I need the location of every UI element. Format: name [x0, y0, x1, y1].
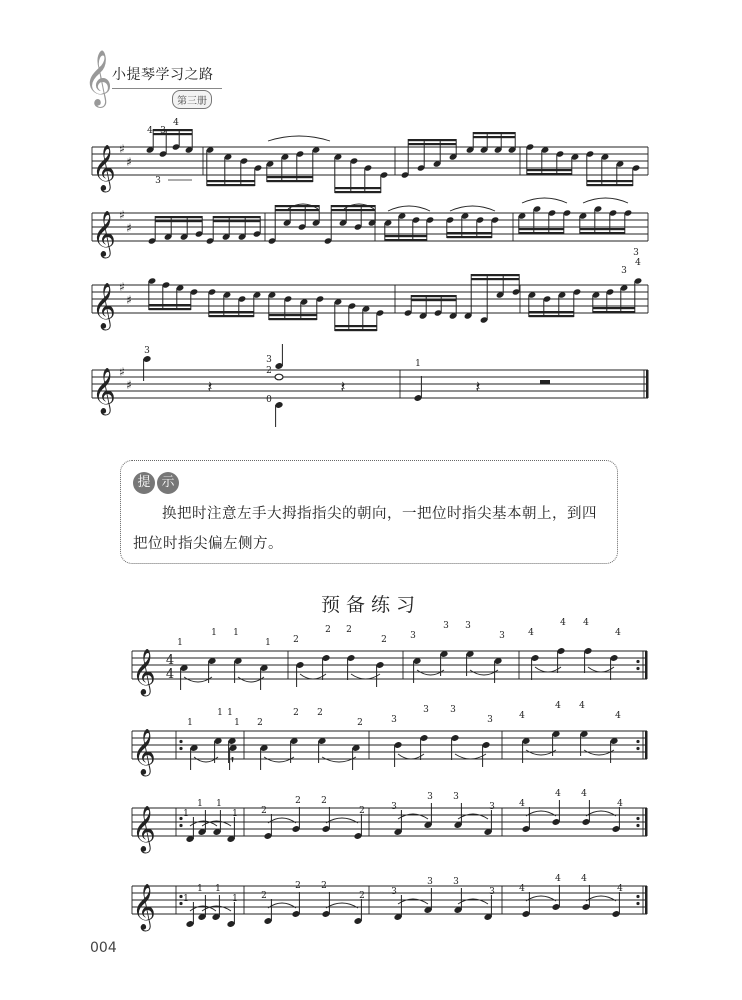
fingering-number: 1	[197, 884, 203, 894]
fingering-number: 4	[555, 701, 561, 711]
treble-clef-icon: 𝄞	[92, 145, 116, 191]
beam	[209, 311, 254, 313]
fingering-number: 4	[581, 874, 587, 884]
fingering-number: 2	[293, 708, 299, 718]
slur	[322, 757, 356, 762]
beam	[519, 228, 564, 230]
beam	[207, 184, 255, 186]
beam	[580, 228, 625, 230]
fingering-number: 1	[211, 628, 217, 638]
beam	[153, 129, 192, 131]
sharp-c-icon: ♯	[126, 293, 132, 307]
fingering-number: 4	[173, 118, 179, 128]
beam	[153, 133, 192, 135]
fingering-number: 3	[427, 877, 433, 887]
beam	[529, 311, 574, 313]
section-title: 预备练习	[320, 594, 421, 616]
fingering-number: 4	[519, 884, 525, 894]
beam	[207, 180, 255, 182]
fingering-number: 4	[555, 874, 561, 884]
beam	[335, 325, 377, 327]
treble-clef-icon: 𝄞	[92, 368, 116, 414]
final-barline	[645, 731, 648, 759]
slur	[417, 670, 444, 675]
repeat-dot	[636, 902, 639, 905]
quarter-rest-icon: 𝄽	[475, 377, 481, 396]
beam	[447, 236, 492, 238]
fingering-number: 2	[325, 625, 331, 635]
fingering-number: 4	[579, 701, 585, 711]
fingering-number: 3	[489, 887, 495, 897]
prep-staff-4	[132, 886, 648, 914]
slur	[264, 757, 294, 762]
fingering-number: 4	[555, 789, 561, 799]
sharp-f-icon: ♯	[119, 208, 125, 222]
fingering-number: 4	[528, 628, 534, 638]
beam	[527, 173, 572, 175]
repeat-dot	[636, 740, 639, 743]
beam	[335, 187, 381, 189]
fingering-number: 3	[160, 126, 166, 136]
half-rest-icon	[540, 380, 550, 384]
sharp-f-icon: ♯	[119, 142, 125, 156]
treble-clef-icon: 𝄞	[132, 649, 156, 695]
treble-clef-icon: 𝄞	[132, 806, 156, 852]
slur	[584, 750, 614, 755]
slur	[583, 198, 628, 203]
beam	[580, 232, 625, 234]
fingering-number: 3	[391, 887, 397, 897]
fingering-number: 1	[216, 799, 222, 809]
fingering-number: 1	[215, 884, 221, 894]
fingering-number: 2	[321, 796, 327, 806]
final-barline	[646, 370, 649, 398]
fingering-number: 3	[453, 792, 459, 802]
beam	[213, 220, 260, 222]
tip-badge-char-2: 示	[157, 472, 179, 494]
repeat-dot	[636, 824, 639, 827]
time-signature-bottom: 4	[165, 667, 175, 682]
fingering-number: 4	[519, 799, 525, 809]
beam	[408, 143, 456, 145]
page-number: 004	[90, 940, 117, 956]
fingering-number: 3	[453, 877, 459, 887]
fingering-number: 3	[443, 621, 449, 631]
slur	[470, 670, 498, 675]
fingering-number: 2	[357, 718, 363, 728]
repeat-dot	[636, 660, 639, 663]
beam	[213, 216, 260, 218]
fingering-number: 1	[227, 708, 233, 718]
beam	[593, 307, 635, 309]
triplet-number: 3	[155, 176, 161, 186]
fingering-number: 1	[234, 718, 240, 728]
treble-clef-icon: 𝄞	[92, 211, 116, 257]
fingering-number: 4	[560, 618, 566, 628]
quarter-rest-icon: 𝄽	[207, 377, 213, 396]
sharp-f-icon: ♯	[119, 365, 125, 379]
fingering-number: 1	[217, 708, 223, 718]
fingering-number: 1	[232, 894, 238, 904]
fingering-number: 1	[183, 809, 189, 819]
fingering-number: 2	[346, 625, 352, 635]
fingering-number: 3	[633, 248, 639, 258]
repeat-dot	[179, 902, 182, 905]
fingering-number: 2	[266, 366, 272, 376]
fingering-number: 4	[617, 799, 623, 809]
fingering-number: 2	[257, 718, 263, 728]
beam	[473, 136, 515, 138]
final-barline	[645, 651, 648, 679]
fingering-number: 2	[261, 806, 267, 816]
beam	[331, 209, 375, 211]
beam	[447, 232, 492, 234]
fingering-number: 2	[293, 635, 299, 645]
fingering-number: 3	[465, 621, 471, 631]
beam	[149, 304, 191, 306]
fingering-number: 2	[359, 806, 365, 816]
fingering-number: 4	[635, 258, 641, 268]
quarter-rest-icon: 𝄽	[340, 377, 346, 396]
tip-badge-char-1: 提	[133, 472, 155, 494]
etude-staff-4	[92, 370, 649, 398]
fingering-number: 3	[499, 631, 505, 641]
slur	[351, 674, 380, 679]
fingering-number: 4	[147, 126, 153, 136]
repeat-dot	[636, 667, 639, 670]
repeat-dot	[179, 817, 182, 820]
fingering-number: 1	[233, 628, 239, 638]
repeat-dot	[636, 895, 639, 898]
fingering-number: 3	[487, 715, 493, 725]
slur	[232, 757, 233, 762]
beam	[471, 274, 519, 276]
beam	[335, 191, 381, 193]
final-barline	[645, 808, 648, 836]
repeat-dot	[179, 740, 182, 743]
beam	[471, 278, 519, 280]
fingering-number: 3	[450, 705, 456, 715]
sharp-c-icon: ♯	[126, 155, 132, 169]
beam	[593, 311, 635, 313]
beam	[385, 235, 427, 237]
fingering-number: 3	[391, 715, 397, 725]
repeat-dot	[636, 817, 639, 820]
prep-staff-2	[132, 731, 648, 759]
fingering-number: 2	[295, 796, 301, 806]
treble-clef-logo-icon: 𝄞	[84, 50, 113, 106]
beam	[385, 239, 427, 241]
tip-text: 换把时注意左手大拇指指尖的朝向，一把位时指尖基本朝上，到四把位时指尖偏左侧方。	[133, 506, 597, 552]
fingering-number: 1	[232, 809, 238, 819]
beam	[411, 295, 456, 297]
treble-clef-icon: 𝄞	[92, 283, 116, 329]
slur	[526, 750, 556, 755]
fingering-number: 2	[381, 635, 387, 645]
beam	[587, 184, 633, 186]
repeat-dot	[179, 747, 182, 750]
fingering-number: 3	[410, 631, 416, 641]
beam	[411, 299, 456, 301]
beam	[269, 314, 317, 316]
fingering-number: 2	[359, 891, 365, 901]
fingering-number: 2	[321, 881, 327, 891]
fingering-number: 2	[317, 708, 323, 718]
fingering-number: 4	[581, 789, 587, 799]
sharp-c-icon: ♯	[126, 221, 132, 235]
time-signature-top: 4	[165, 653, 175, 668]
final-barline	[645, 886, 648, 914]
fingering-number: 2	[261, 891, 267, 901]
beam	[149, 308, 191, 310]
fingering-number: 4	[615, 711, 621, 721]
fingering-number: 3	[423, 705, 429, 715]
prep-staff-1	[132, 651, 648, 679]
fingering-number: 2	[295, 881, 301, 891]
beam	[408, 139, 456, 141]
sharp-c-icon: ♯	[126, 378, 132, 392]
book-title: 小提琴学习之路	[112, 67, 214, 83]
beam	[155, 220, 202, 222]
fingering-number: 1	[415, 359, 421, 369]
beam	[155, 216, 202, 218]
beam	[275, 209, 319, 211]
fingering-number: 1	[187, 718, 193, 728]
tip-box	[120, 460, 618, 564]
slur	[268, 136, 330, 141]
fingering-number: 3	[489, 802, 495, 812]
repeat-dot	[636, 747, 639, 750]
fingering-number: 1	[197, 799, 203, 809]
beam	[209, 315, 254, 317]
beam	[335, 329, 377, 331]
beam	[519, 232, 564, 234]
slur	[455, 754, 486, 759]
beam	[473, 132, 515, 134]
beam	[269, 318, 317, 320]
repeat-dot	[179, 824, 182, 827]
fingering-number: 4	[615, 628, 621, 638]
beam	[267, 176, 313, 178]
harmonic-note-head	[275, 374, 283, 380]
treble-clef-icon: 𝄞	[132, 729, 156, 775]
fingering-number: 3	[621, 266, 627, 276]
fingering-number: 1	[177, 638, 183, 648]
fingering-number: 0	[266, 395, 272, 405]
slur	[184, 677, 212, 682]
repeat-dot	[179, 895, 182, 898]
slur	[522, 198, 567, 203]
treble-clef-icon: 𝄞	[132, 884, 156, 930]
beam	[527, 169, 572, 171]
fingering-number: 4	[617, 884, 623, 894]
fingering-number: 3	[144, 346, 150, 356]
beam	[587, 180, 633, 182]
fingering-number: 3	[266, 355, 272, 365]
beam	[529, 315, 574, 317]
fingering-number: 4	[583, 618, 589, 628]
sharp-f-icon: ♯	[119, 280, 125, 294]
beam	[267, 180, 313, 182]
slur	[388, 206, 430, 211]
fingering-number: 4	[519, 711, 525, 721]
fingering-number: 3	[427, 792, 433, 802]
slur	[450, 206, 495, 211]
volume-badge: 第三册	[172, 90, 212, 109]
fingering-number: 1	[183, 894, 189, 904]
fingering-number: 1	[265, 638, 271, 648]
tip-badge	[133, 472, 181, 494]
fingering-number: 3	[391, 802, 397, 812]
